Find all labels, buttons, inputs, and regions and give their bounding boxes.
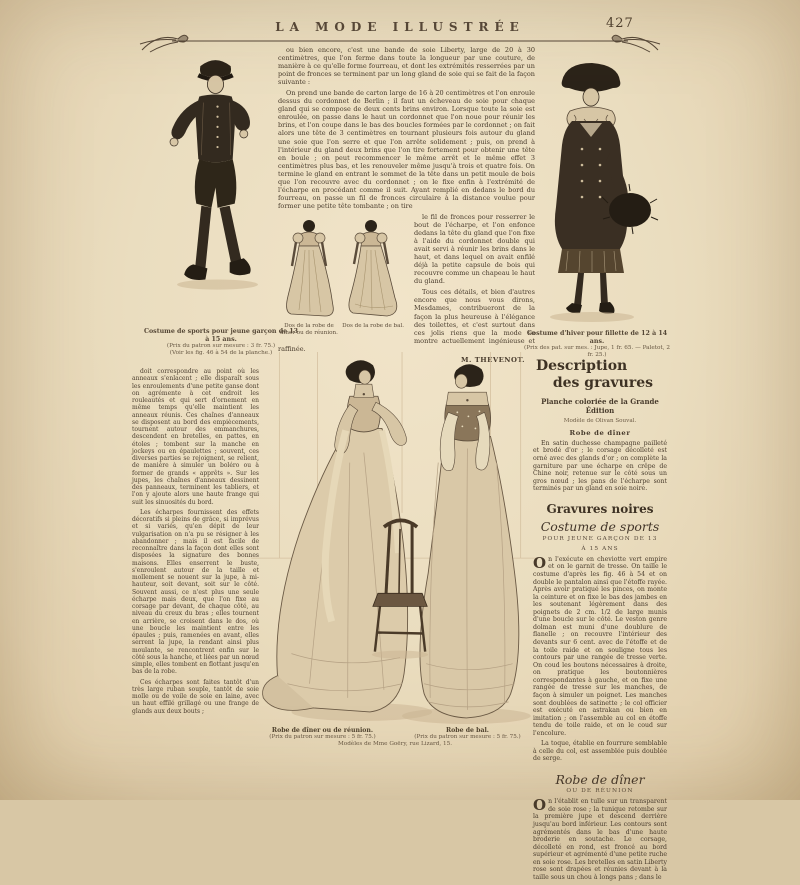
main-left-title: Robe de dîner ou de réunion. <box>271 727 374 734</box>
robe-reunion-paragraph <box>533 798 667 881</box>
illustration-girl-winter-costume <box>514 56 666 326</box>
robe-reunion-dropcap: O <box>533 796 547 815</box>
top-article-paragraph: ou bien encore, c'est une bande de soie Liberty, large de 20 à 30 centimètres, que l'on ferme dans toute la longueur par une couture, de manière à ce qu'elle forme fourreau, et dont les extrémités resserrées par un point de fronces se terminent par un long gland de soie qui se fait de la façon suivante : <box>278 46 535 87</box>
girl-caption-price: (Prix des pat. sur mes. : Jupe, 1 fr. 65. — Paletot, 2 fr. 25.) <box>524 345 670 359</box>
plate-subheading-line2: Édition <box>585 405 615 415</box>
sports-subtitle-line1: POUR JEUNE GARÇON DE 13 <box>542 535 658 542</box>
gravures-noires-heading: Gravures noires <box>546 501 654 516</box>
figure-back-ball-dress <box>342 216 404 330</box>
top-article-paragraph: Tous ces détails, et bien d'autres encore que nous vous dirons, Mesdames, contribueront de la façon la plus heureuse à l'élégance des toilettes, et c'est surtout dans ces jolis riens que la mode se montre actuellement ingénieuse et raffinée. <box>278 288 535 353</box>
left-article-column <box>132 368 259 718</box>
main-right-price: (Prix du patron sur mesure : 5 fr. 75.) <box>414 734 521 740</box>
robe-reunion-paragraph-text: n l'établit en tulle sur un transparent de soie rose ; la tunique retombe sur la première jupe et descend derrière jusqu'au bord inférieur. Les contours sont agrémentés dans le bas d'une haute broderie en soutache. Le corsage, décolleté en rond, est froncé au bord supérieur et agrémenté d'une petite ruche en soie rose. Les bretelles en satin Liberty rose sont drapées et réunies devant à la taille sous un chou à longs pans ; dans le <box>533 798 667 881</box>
sports-subtitle-line2: À 15 ANS <box>581 545 619 552</box>
main-right-title: Robe de bal. <box>446 727 489 734</box>
main-models-credit: Modèles de Mme Goëry, rue Lizard, 15. <box>337 741 453 747</box>
page-number: 427 <box>606 16 634 31</box>
right-description-column <box>533 358 667 885</box>
main-left-caption <box>250 727 395 740</box>
robe-diner-subheading: Robe de dîner <box>569 428 631 437</box>
boy-caption-title: Costume de sports pour jeune garçon de 13 à 15 ans. <box>143 328 299 343</box>
article-signature: M. THEVENOT. <box>460 355 525 364</box>
main-figure-captions <box>250 727 540 747</box>
robe-reunion-subtitle: OU DE RÉUNION <box>566 788 634 795</box>
top-article-paragraph: On prend une bande de carton large de 16 à 20 centimètres et l'on enroule dessus du cordonnet de Berlin ; il faut un écheveau de soie pour chaque gland qui se compose de deux cents brins environ. Lorsque toute la soie est enroulée, on passe dans le haut un cordonnet que l'on noue pour réunir les brins, et l'on coupe dans le bas des boucles formées par le cordonnet ; on fait alors une tête de 3 centimètres en tournant plusieurs fois autour du gland une soie que l'on serre et que l'on arrête solidement ; puis, on prend à l'intérieur du gland deux brins que l'on tire fortement pour obtenir une tête en boule ; on peut recommencer le même arrêt et le même effet 3 centimètres plus bas, et les renouveler même jusqu'à trois et quatre fois. On termine le gland en entrant le sommet de la tête dans un petit moule de bois que l'on recouvre avec du cordonnet ; on le fixe enfin à l'extrémité de l'écharpe en procédant comme il suit. Ayant remplié en dedans le bord du fourreau, on passe un fil de fronces circulaire à la distance voulue pour former une petite tête tombante ; on tire <box>278 89 535 210</box>
boy-caption-price: (Prix du patron sur mesure : 3 fr. 75.) <box>166 343 276 350</box>
plate-subheading-line1: Planche coloriée de la Grande <box>541 396 659 406</box>
sports-paragraph <box>533 553 667 738</box>
illustration-back-dinner-dress <box>278 216 340 321</box>
top-article-column <box>278 46 535 367</box>
boy-caption-note: (Voir les fig. 46 à 54 de la planche.) <box>169 350 273 357</box>
description-heading-line1: Description <box>536 358 628 374</box>
left-column-paragraph: Ces écharpes sont faites tantôt d'un très large ruban souple, tantôt de soie molle ou de voile de soie en laine, avec un haut effilé grillagé ou une frange de glands aux deux bouts ; <box>132 678 259 715</box>
main-right-caption <box>395 727 540 740</box>
girl-figure-caption <box>521 330 673 359</box>
back-ball-caption: Dos de la robe de bal. <box>342 322 405 329</box>
figure-back-dinner-dress <box>278 216 340 336</box>
illustration-back-ball-dress <box>342 216 404 321</box>
left-column-paragraph: doit correspondre au point où les anneaux s'enlacent ; elle disparaît sous les enroulements d'une petite ganse dont on agrémente à cet endroit les rouleautés et qui sert d'ornement en même temps qu'elle maintient les anneaux réunis. Ces chaînes d'anneaux se disposent au bord des empiècements, tournent autour des emmanchures, descendent en bretelles, en pattes, en étoles ; tombent sur la manche en jockeys ou en épaulettes ; souvent, ces diverses parties se rejoignent, se relient, de manière à simuler un boléro ou à former de grands « apprêts ». Sur les jupes, les chaînes d'anneaux dessinent des panneaux, terminent les tabliers, et l'on y ajoute alors une haute frange qui suit les sinuosités du bord. <box>132 368 259 506</box>
sports-paragraph-2: La toque, établie en fourrure semblable à celle du col, est assemblée puis doublée de serge. <box>533 740 667 763</box>
wrapped-text-block <box>278 213 535 364</box>
girl-caption-title: Costume d'hiver pour fillette de 12 à 14 ans. <box>526 330 668 345</box>
sports-paragraph-text: n l'exécute en cheviotte vert empire et on le garnit de tresse. On taille le costume d'après les fig. 46 à 54 et on double le pantalon ainsi que l'étoffe rayée. Après avoir pratiqué les pinces, on monte la ceinture et on fixe le bas des jambes en les soutenant légèrement dans des poignets de 2 cm. 1/2 de large munis d'une boucle sur le côté. Le veston genre dolman est muni d'une doublure de flanelle ; on recouvre l'intérieur des devants sur 6 cent. avec de l'étoffe et de la toile raide et on souligne tous les contours par une rangée de tresse verte. On coud les boutons nécessaires à droite, on pratique les boutonnières correspondantes à gauche, et on fixe une rangée de tresse sur les manches, de façon à simuler un poignet. Les manches sont doublées de satinette ; le col officier est exécuté en astrakan ou bien en imitation ; on l'assemble au col en étoffe tendu de toile raide, et on le coud sur l'encolure. <box>533 555 667 737</box>
top-article-paragraph: le fil de fronces pour resserrer le bout de l'écharpe, et l'on enfonce dedans la tête du gland que l'on fixe à l'aide du cordonnet double qui avait servi à réunir les brins dans le haut, et dans lequel on avait enfilé déjà la petite capsule de bois qui recouvre comme un chapeau le haut du gland. <box>414 212 535 286</box>
page-title: LA MODE ILLUSTRÉE <box>275 20 525 34</box>
sports-dropcap: O <box>533 553 547 572</box>
model-credit: Modèle de Olivan Souval. <box>563 417 637 424</box>
back-view-figures <box>278 216 408 336</box>
description-heading-line2: des gravures <box>552 374 653 391</box>
illustration-boy-sports-costume <box>143 50 288 325</box>
robe-diner-script-heading: Robe de dîner <box>555 772 645 787</box>
left-column-paragraph: Les écharpes fournissent des effets décoratifs si pleins de grâce, si imprévus et si variés, qu'en dépit de leur vulgarisation on n'a pu se résigner à les abandonner ; mais il est facile de reconnaître dans la façon dont elles sont disposées la signature des bonnes maisons. Elles enserrent le buste, s'enroulent autour de la taille et mollement se nouent sur la jupe, à mi-hauteur, soit devant, soit sur le côté. Souvent aussi, ce n'est plus une seule écharpe mais deux, que l'on fixe au corsage par devant, de chaque côté, au niveau du creux du bras ; elles tournent en arrière, se croisent dans le dos, où une boucle les maintient entre les épaules ; puis, ramenées en avant, elles serrent la jupe, la rendant ainsi plus moulante, se rencontrent enfin sur le côté sous la hanche, et liées par un nœud simple, elles tombent en flottant jusqu'en bas de la robe. <box>132 508 259 676</box>
main-left-price: (Prix du patron sur mesure : 5 fr. 75.) <box>269 734 376 740</box>
robe-diner-paragraph: En satin duchesse champagne pailleté et brodé d'or ; le corsage décolleté est orné avec des glands d'or ; on complète la garniture par une écharpe en crêpe de Chine noir, retenue sur le côté sous un gros nœud ; les pans de l'écharpe sont terminés par un gland en soie noire. <box>533 439 667 493</box>
illustration-two-evening-gowns <box>251 352 539 726</box>
costume-sports-heading: Costume de sports <box>540 519 660 535</box>
back-dinner-caption: Dos de la robe de dîner ou de réunion. <box>280 322 338 336</box>
